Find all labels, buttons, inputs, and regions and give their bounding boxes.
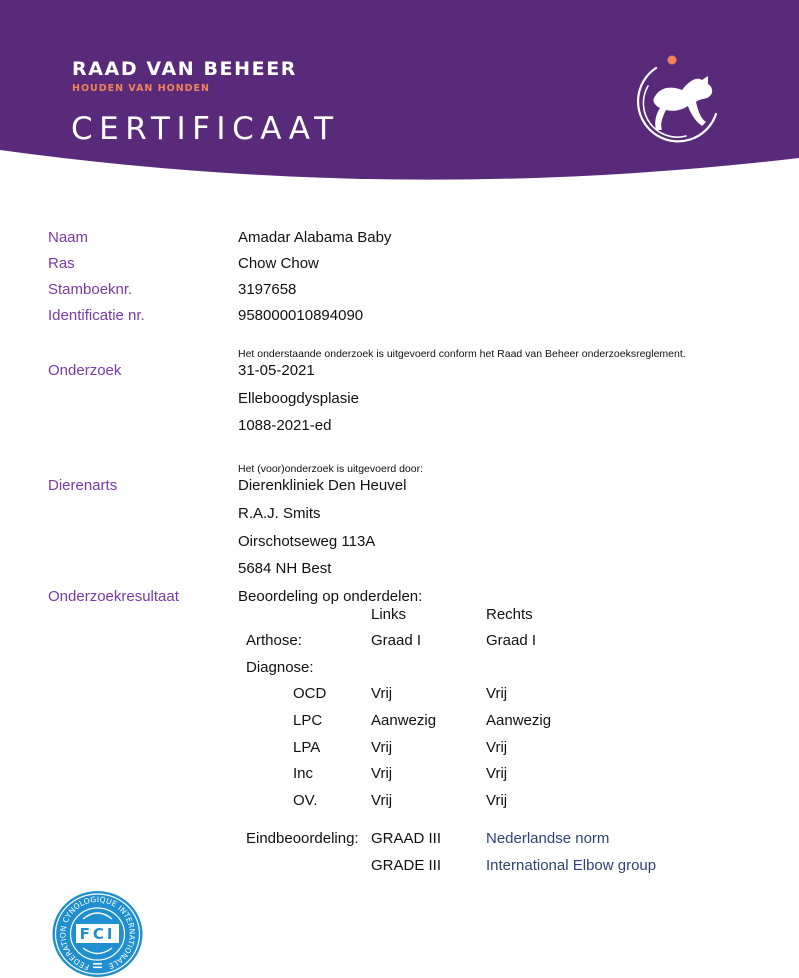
exam-label: Onderzoek: [48, 362, 122, 379]
vet-clinic: Dierenkliniek Den Heuvel: [238, 477, 407, 494]
dog-name: Amadar Alabama Baby: [238, 229, 392, 246]
breed-label: Ras: [48, 255, 75, 272]
diagnosis-row-right: Vrij: [486, 685, 508, 702]
dog-breed: Chow Chow: [238, 255, 319, 272]
diagnosis-row-right: Vrij: [486, 739, 508, 756]
diagnosis-row-left: Vrij: [371, 739, 393, 756]
diagnosis-row-name: LPA: [293, 739, 321, 756]
organization-name: RAAD VAN BEHEER: [72, 58, 298, 80]
exam-type: Elleboogdysplasie: [238, 390, 359, 407]
diagnosis-row-left: Vrij: [371, 685, 393, 702]
diagnosis-row-name: Inc: [293, 765, 314, 782]
final-norm-international: International Elbow group: [486, 857, 657, 874]
result-label: Onderzoekresultaat: [48, 588, 179, 605]
diagnosis-row-left: Aanwezig: [371, 712, 437, 729]
final-grade-international: GRADE III: [371, 857, 442, 874]
studbook-label: Stamboeknr.: [48, 281, 133, 298]
studbook-number: 3197658: [238, 281, 297, 298]
identification-number: 958000010894090: [238, 307, 364, 324]
arthrosis-left: Graad I: [371, 632, 422, 649]
final-norm-dutch: Nederlandse norm: [486, 830, 610, 847]
svg-text:FEDERATION CYNOLOGIQUE INTERNA: FEDERATION CYNOLOGIQUE INTERNATIONALE: [58, 894, 137, 972]
diagnosis-label: Diagnose:: [246, 659, 314, 676]
vet-city: 5684 NH Best: [238, 560, 332, 577]
diagnosis-row-name: OCD: [293, 685, 327, 702]
dog-leaping-circle-logo-icon: [626, 52, 722, 144]
organization-tagline: HOUDEN VAN HONDEN: [72, 83, 210, 94]
diagnosis-row-left: Vrij: [371, 792, 393, 809]
exam-reference: 1088-2021-ed: [238, 417, 332, 434]
vet-label: Dierenarts: [48, 477, 118, 494]
certificate-title: CERTIFICAAT: [71, 111, 340, 147]
fci-seal-icon: [51, 889, 144, 978]
diagnosis-row-left: Vrij: [371, 765, 393, 782]
arthrosis-right: Graad I: [486, 632, 537, 649]
diagnosis-row-name: OV.: [293, 792, 318, 809]
final-grade-dutch: GRAAD III: [371, 830, 442, 847]
identification-label: Identificatie nr.: [48, 307, 145, 324]
diagnosis-row-right: Vrij: [486, 792, 508, 809]
vet-street: Oirschotseweg 113A: [238, 533, 376, 550]
vet-note: Het (voor)onderzoek is uitgevoerd door:: [238, 463, 424, 475]
exam-date: 31-05-2021: [238, 362, 315, 379]
svg-text:FCI: FCI: [79, 925, 116, 943]
final-assessment-label: Eindbeoordeling:: [246, 830, 359, 847]
arthrosis-label: Arthose:: [246, 632, 302, 649]
vet-name: R.A.J. Smits: [238, 505, 321, 522]
diagnosis-row-right: Vrij: [486, 765, 508, 782]
result-heading: Beoordeling op onderdelen:: [238, 588, 423, 605]
column-right-header: Rechts: [486, 606, 533, 623]
exam-note: Het onderstaande onderzoek is uitgevoerd conform het Raad van Beheer onderzoeksreglement.: [238, 348, 686, 360]
column-left-header: Links: [371, 606, 407, 623]
diagnosis-row-name: LPC: [293, 712, 323, 729]
name-label: Naam: [48, 229, 89, 246]
diagnosis-row-right: Aanwezig: [486, 712, 552, 729]
